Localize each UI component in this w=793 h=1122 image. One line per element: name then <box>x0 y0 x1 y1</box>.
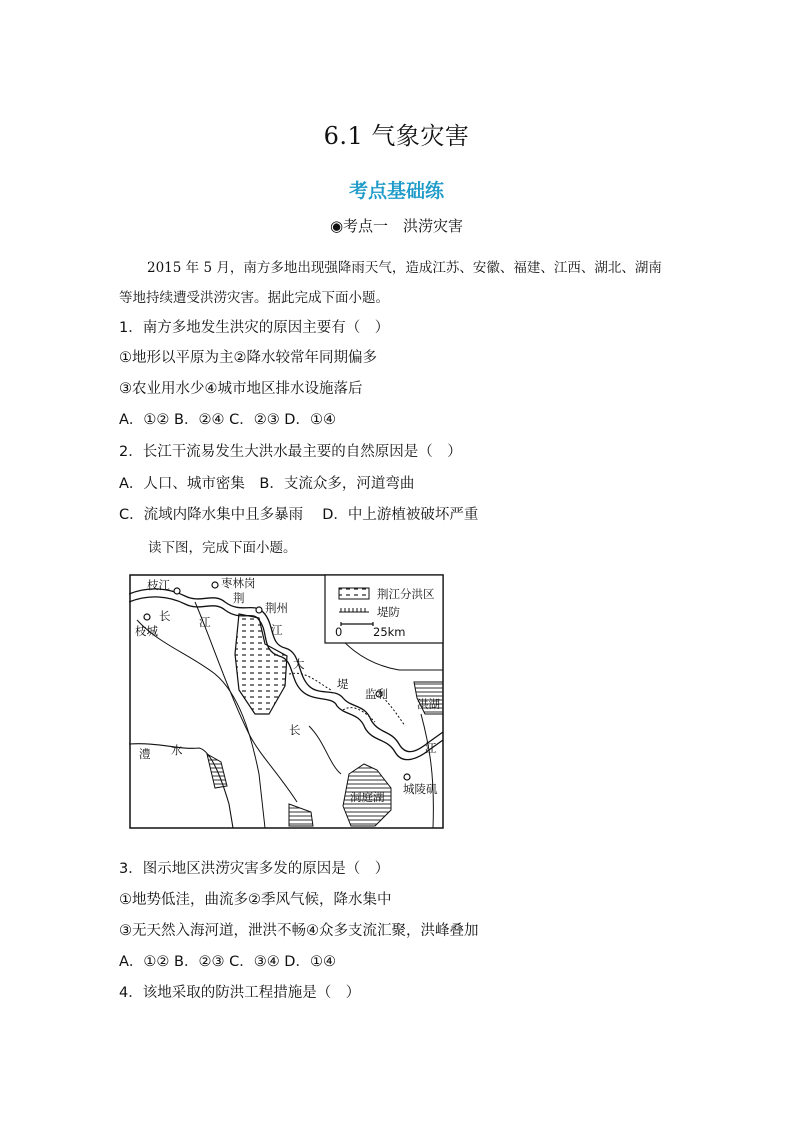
question-3-choices: A．①② B．②③ C．③④ D．①④ <box>119 954 336 970</box>
river-label: 江 <box>199 615 211 629</box>
river-label: 江 <box>271 623 283 637</box>
question-1-option-line2: ③农业用水少④城市地区排水设施落后 <box>119 381 363 397</box>
place-label: 城陵矶 <box>403 782 438 796</box>
place-label: 枣林岗 <box>221 576 256 590</box>
jingjiang-flood-map <box>129 574 444 829</box>
place-label: 枝江 <box>147 578 170 592</box>
legend-scale-end: 25km <box>373 625 406 639</box>
question-2-choices-line1: A．人口、城市密集 B．支流众多，河道弯曲 <box>119 476 415 492</box>
river-label: 江 <box>425 741 437 755</box>
river-label: 大 <box>293 657 305 671</box>
question-4-stem: 4．该地采取的防洪工程措施是（ ） <box>119 985 361 1001</box>
question-1-stem: 1．南方多地发生洪灾的原因主要有（ ） <box>119 320 390 336</box>
river-label: 堤 <box>337 677 349 691</box>
river-label: 水 <box>171 743 183 757</box>
map-intro: 读下图，完成下面小题。 <box>148 540 297 556</box>
place-label: 枝城 <box>135 624 158 638</box>
question-1-option-line1: ①地形以平原为主②降水较常年同期偏多 <box>119 350 377 366</box>
jingzhou-dot <box>256 607 262 613</box>
topic-heading: ◉考点一 洪涝灾害 <box>329 217 464 235</box>
legend-flood-zone-label: 荆江分洪区 <box>377 587 435 601</box>
question-2-stem: 2．长江干流易发生大洪水最主要的自然原因是（ ） <box>119 444 462 460</box>
question-3-option-line1: ①地势低洼，曲流多②季风气候，降水集中 <box>119 892 392 908</box>
legend-flood-zone-swatch <box>339 588 369 599</box>
question-3-option-line2: ③无天然入海河道，泄洪不畅④众多支流汇聚，洪峰叠加 <box>119 923 479 939</box>
zaolingang-dot <box>212 582 218 588</box>
river-label: 长 <box>289 723 301 737</box>
place-label: 监利 <box>365 687 388 701</box>
river-label: 荆 <box>233 591 245 605</box>
question-2-choices-line2: C．流域内降水集中且多暴雨 D．中上游植被破坏严重 <box>119 507 479 523</box>
place-label: 洞庭湖 <box>350 790 385 804</box>
place-label: 荆州 <box>265 601 288 615</box>
zhicheng-dot <box>144 614 150 620</box>
zhijiang-dot <box>174 588 180 594</box>
place-label: 洪湖 <box>417 697 440 711</box>
legend-scale-start: 0 <box>335 625 343 639</box>
intro-paragraph-line1: 2015 年 5 月，南方多地出现强降雨天气，造成江苏、安徽、福建、江西、湖北、湖南 <box>147 260 662 276</box>
question-3-stem: 3．图示地区洪涝灾害多发的原因是（ ） <box>119 861 390 877</box>
river-label: 澧 <box>139 747 151 761</box>
legend-levee-label: 堤防 <box>377 605 400 619</box>
river-label: 长 <box>159 609 171 623</box>
section-heading: 考点基础练 <box>348 180 444 202</box>
page-title: 6.1 气象灾害 <box>323 122 470 150</box>
chenglingji-dot <box>404 774 410 780</box>
intro-paragraph-line2: 等地持续遭受洪涝灾害。据此完成下面小题。 <box>119 290 389 306</box>
question-1-choices: A．①② B．②④ C．②③ D．①④ <box>119 412 336 428</box>
